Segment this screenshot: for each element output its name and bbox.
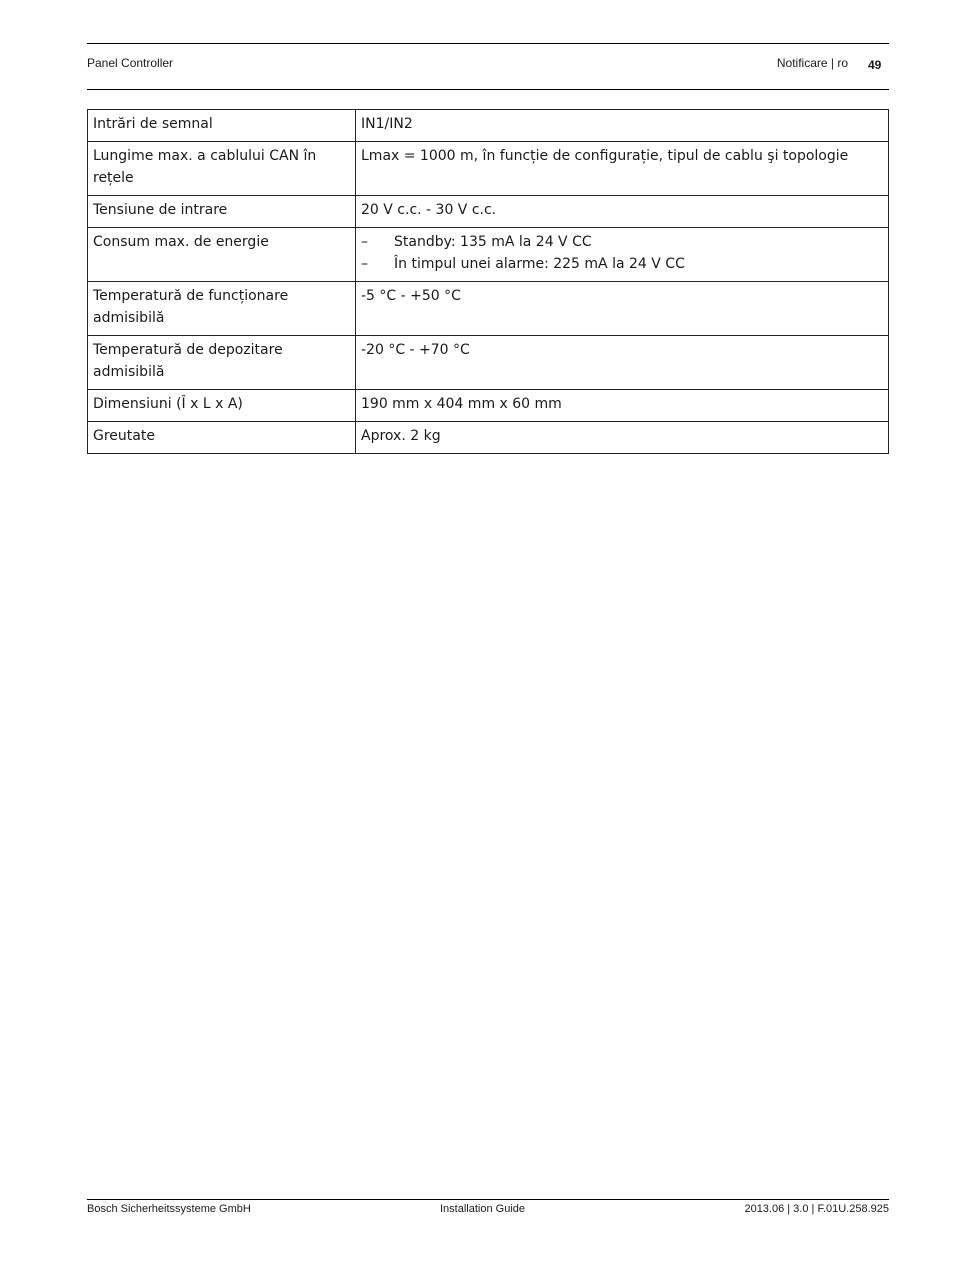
table-row: [88, 336, 889, 390]
footer-document-type: Installation Guide: [440, 1203, 525, 1215]
dash-bullet: –: [361, 234, 368, 250]
spec-value: -20 °C - +70 °C: [356, 336, 889, 390]
footer-company: Bosch Sicherheitssysteme GmbH: [87, 1203, 251, 1215]
footer-version: 2013.06 | 3.0 | F.01U.258.925: [744, 1203, 889, 1215]
header-document-title: Panel Controller: [87, 56, 174, 70]
spec-value: 20 V c.c. - 30 V c.c.: [356, 196, 889, 228]
list-item-text: În timpul unei alarme: 225 mA la 24 V CC: [394, 256, 685, 272]
dash-bullet: –: [361, 256, 368, 272]
table-row: [88, 390, 889, 422]
specifications-table: [87, 109, 889, 454]
spec-label: Tensiune de intrare: [88, 196, 356, 228]
table-row: [88, 422, 889, 454]
list-item: [361, 253, 883, 275]
table-row: [88, 228, 889, 282]
spec-label: Dimensiuni (Î x L x A): [88, 390, 356, 422]
table-row: [88, 196, 889, 228]
table-row: [88, 142, 889, 196]
header-rule-bottom: [87, 89, 889, 90]
list-item-text: Standby: 135 mA la 24 V CC: [394, 234, 592, 250]
spec-value-list: [356, 228, 889, 282]
list-item: [361, 231, 883, 253]
table-row: [88, 282, 889, 336]
spec-value: Lmax = 1000 m, în funcție de configurație, tipul de cablu şi topologie: [356, 142, 889, 196]
spec-value: -5 °C - +50 °C: [356, 282, 889, 336]
spec-label: Temperatură de depozitare admisibilă: [88, 336, 356, 390]
spec-label: Temperatură de funcționare admisibilă: [88, 282, 356, 336]
page-number: 49: [868, 58, 882, 72]
spec-label: Intrări de semnal: [88, 110, 356, 142]
header-rule-top: [87, 43, 889, 44]
footer-rule: [87, 1199, 889, 1200]
spec-value: Aprox. 2 kg: [356, 422, 889, 454]
header-section-title: Notificare | ro: [776, 56, 848, 70]
spec-label: Lungime max. a cablului CAN în rețele: [88, 142, 356, 196]
spec-label: Greutate: [88, 422, 356, 454]
spec-value: IN1/IN2: [356, 110, 889, 142]
spec-value: 190 mm x 404 mm x 60 mm: [356, 390, 889, 422]
table-row: [88, 110, 889, 142]
spec-label: Consum max. de energie: [88, 228, 356, 282]
